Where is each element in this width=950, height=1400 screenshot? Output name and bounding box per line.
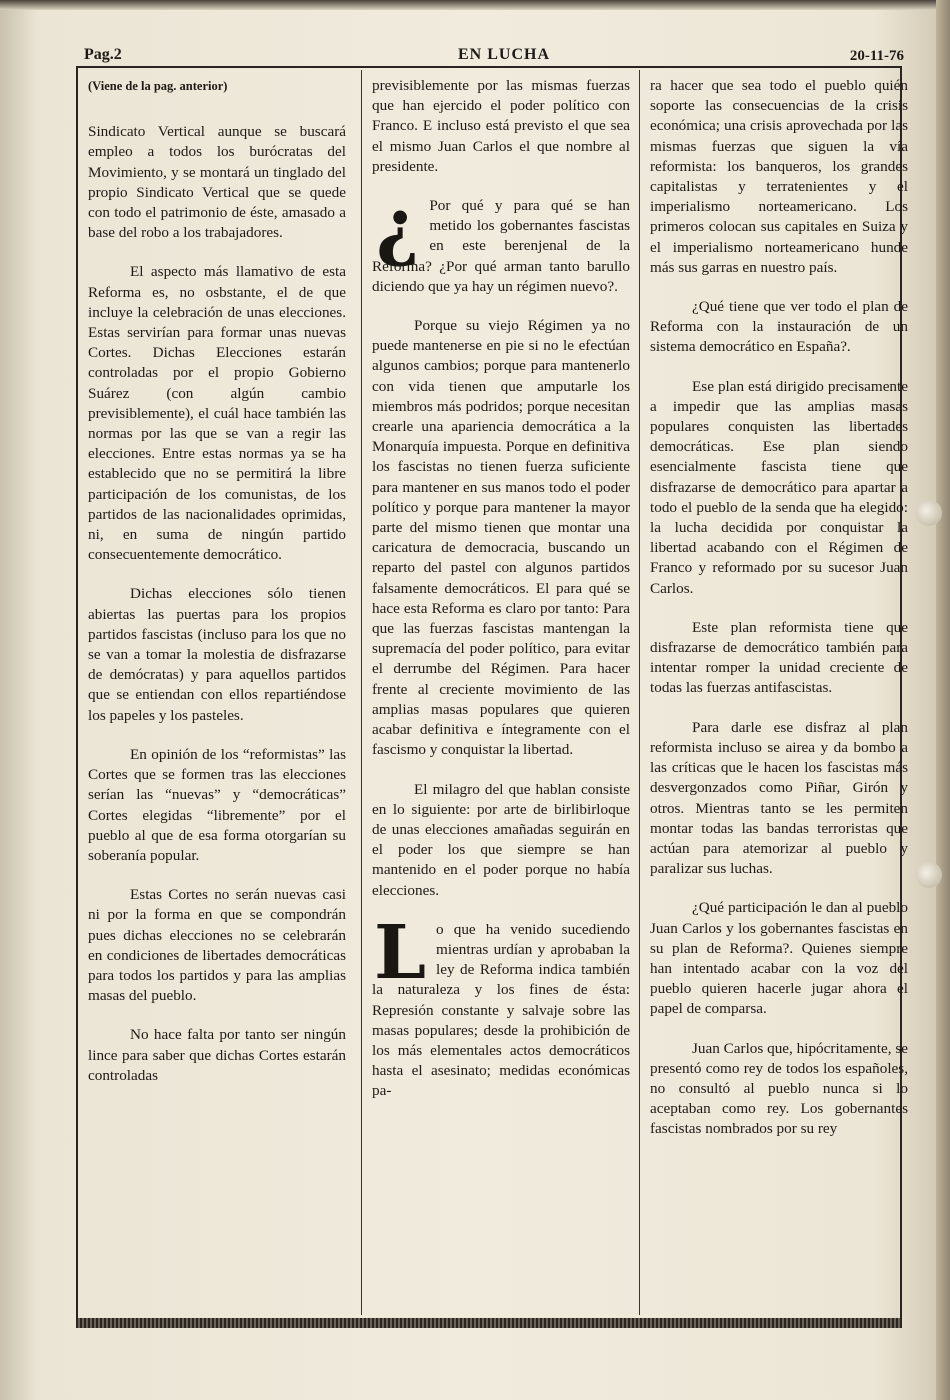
paragraph: Estas Cortes no serán nuevas casi ni por la forma en que se compondrán pues dichas elecciones no se celebrarán en condiciones de libertades democráticas para todos los partidos y para las amplias masas del pueblo. — [88, 886, 346, 1005]
paragraph: Este plan reformista tiene que disfrazarse de democrático también para intentar romper la unidad creciente de todas las fuerzas antifascistas. — [650, 618, 908, 697]
paragraph: ¿Qué tiene que ver todo el plan de Reforma con la instauración de un sistema democrático en España?. — [650, 298, 908, 356]
paragraph-with-drop-cap — [372, 909, 630, 1102]
drop-cap-question: ¿ — [376, 184, 420, 271]
paragraph: No hace falta por tanto ser ningún lince para saber que dichas Cortes estarán controladas — [88, 1026, 346, 1084]
column-1 — [88, 76, 346, 1316]
binding-edge — [936, 0, 950, 1400]
paragraph: Porque su viejo Régimen ya no puede mantenerse en pie si no le efectúan algunos cambios; porque para mantenerlo con vida tienen que amputarle los miembros más podridos; porque necesitan crearle una apariencia democrática a la Monarquía impuesta. Porque en definitiva los fascistas no tienen fuerza suficiente para mantener en sus manos todo el poder político y porque para mantener la mayor parte del mismo tienen que montar una caricatura de democracia, buscando un reparto del pastel con algunos partidos falsamente democráticos. El para qué se hace esta Reforma es claro por tanto: Para que las fuerzas fascistas mantengan la supremacía del poder político, para evitar el derrumbe del Régimen. Para hacer frente al creciente movimiento de las amplias masas populares que quieren acabar definitiva e íntegramente con el fascismo y conquistar la libertad. — [372, 317, 630, 759]
paragraph-text: Por qué y para qué se han metido los gobernantes fascistas en este berenjenal de la Reforma? ¿Por qué arman tanto barullo diciendo que ya hay un régimen nuevo?. — [372, 197, 630, 295]
paragraph-with-drop-cap — [372, 184, 630, 297]
column-divider — [639, 70, 640, 1315]
paragraph: Ese plan está dirigido precisamente a impedir que las amplias masas populares conquisten las libertades democráticas. Ese plan siendo esencialmente fascista tiene que disfrazarse de democrático para apartar a todo el pueblo de la senda que ha elegido: la lucha decidida por conquistar la libertad acabando con el Régimen de Franco y reformado por su sucesor Juan Carlos. — [650, 377, 908, 597]
paragraph: En opinión de los “reformistas” las Cortes que se formen tras las elecciones serían las “nuevas” y “democráticas” Cortes elegidas “libremente” por el pueblo al que de esa forma otorgarían su soberanía popular. — [88, 745, 346, 864]
paragraph: Para darle ese disfraz al plan reformista incluso se airea y da bombo a las críticas que le hacen los fascistas más desvergonzados como Piñar, Girón y otros. Mientras tanto se les permiten montar todas las bandas terroristas que actúan para atemorizar al pueblo y paralizar sus luchas. — [650, 718, 908, 878]
column-3 — [650, 76, 908, 1316]
paragraph: Sindicato Vertical aunque se buscará empleo a todos los burócratas del Movimiento, y se montará un tinglado del propio Sindicato Vertical que se quede con todo el patrimonio de éste, amasado a base del robo a los trabajadores. — [88, 123, 346, 242]
binder-ring — [916, 862, 942, 888]
issue-date: 20-11-76 — [849, 48, 904, 64]
continued-note: (Viene de la pag. anterior) — [88, 79, 228, 93]
paragraph: previsiblemente por las mismas fuerzas que han ejercido el poder político con Franco. E incluso está previsto el que sea el mismo Juan Carlos el que nombre al presidente. — [372, 77, 630, 175]
frame-bottom-border — [76, 1318, 902, 1328]
paragraph: ¿Qué participación le dan al pueblo Juan Carlos y los gobernantes fascistas en su plan de Reforma?. Quienes siempre han intentado acabar con la voz del pueblo quieren hacerle jugar ahora el papel de comparsa. — [650, 899, 908, 1018]
binder-ring — [916, 500, 942, 526]
newspaper-title: EN LUCHA — [458, 46, 551, 63]
paragraph-text: o que ha venido sucediendo mientras urdían y aprobaban la ley de Reforma indica también la naturaleza y los fines de ésta: Represión constante y salvaje sobre las masas populares; desde la prohibición de los más elementales actos democráticos hasta el asesinato; medidas económicas pa- — [372, 920, 630, 1100]
paragraph: Juan Carlos que, hipócritamente, se presentó como rey de todos los españoles, no consultó al pueblo nunca si lo aceptaban como rey. Los gobernantes fascistas nombrados por su rey — [650, 1039, 908, 1138]
paragraph: El aspecto más llamativo de esta Reforma es, no osbstante, el de que incluye la celebración de unas elecciones. Estas servirían para formar unas nuevas Cortes. Dichas Elecciones estarán controladas por el propio Gobierno Suárez (con algún cambio previsiblemente), el cuál hace también las normas por las que se van a regir las elecciones. Entre estas normas ya se ha establecido que no se permitirá la libre participación de los comunistas, de los partidos de las nacionalidades oprimidas, ni, en suma de ningún partido consecuentemente democrático. — [88, 263, 346, 564]
column-2 — [372, 76, 630, 1316]
paragraph: Dichas elecciones sólo tienen abiertas las puertas para los propios partidos fascistas (incluso para los que no se van a tomar la molestia de disfrazarse de demócratas) y para aquellos partidos que se entiendan con ellos repartiéndose los papeles y los pasteles. — [88, 585, 346, 724]
drop-cap-letter: L — [374, 909, 427, 996]
page-top-shadow — [0, 0, 950, 10]
page-number: Pag.2 — [84, 46, 122, 63]
column-divider — [361, 70, 362, 1315]
paragraph: ra hacer que sea todo el pueblo quién soporte las consecuencias de la crisis económica; una crisis aprovechada por las mismas fuerzas que siguen la vía reformista: los banqueros, los grandes capitalistas y terratenientes y el imperialismo norteamericano. Los primeros colocan sus capitales en Suiza y el imperialismo norteamericano hunde más sus garras en nuestro país. — [650, 77, 908, 276]
paragraph: El milagro del que hablan consiste en lo siguiente: por arte de birlibirloque de unas elecciones amañadas seguirán en el poder los que siempre se han mantenido en el poder porque no había elecciones. — [372, 780, 630, 899]
